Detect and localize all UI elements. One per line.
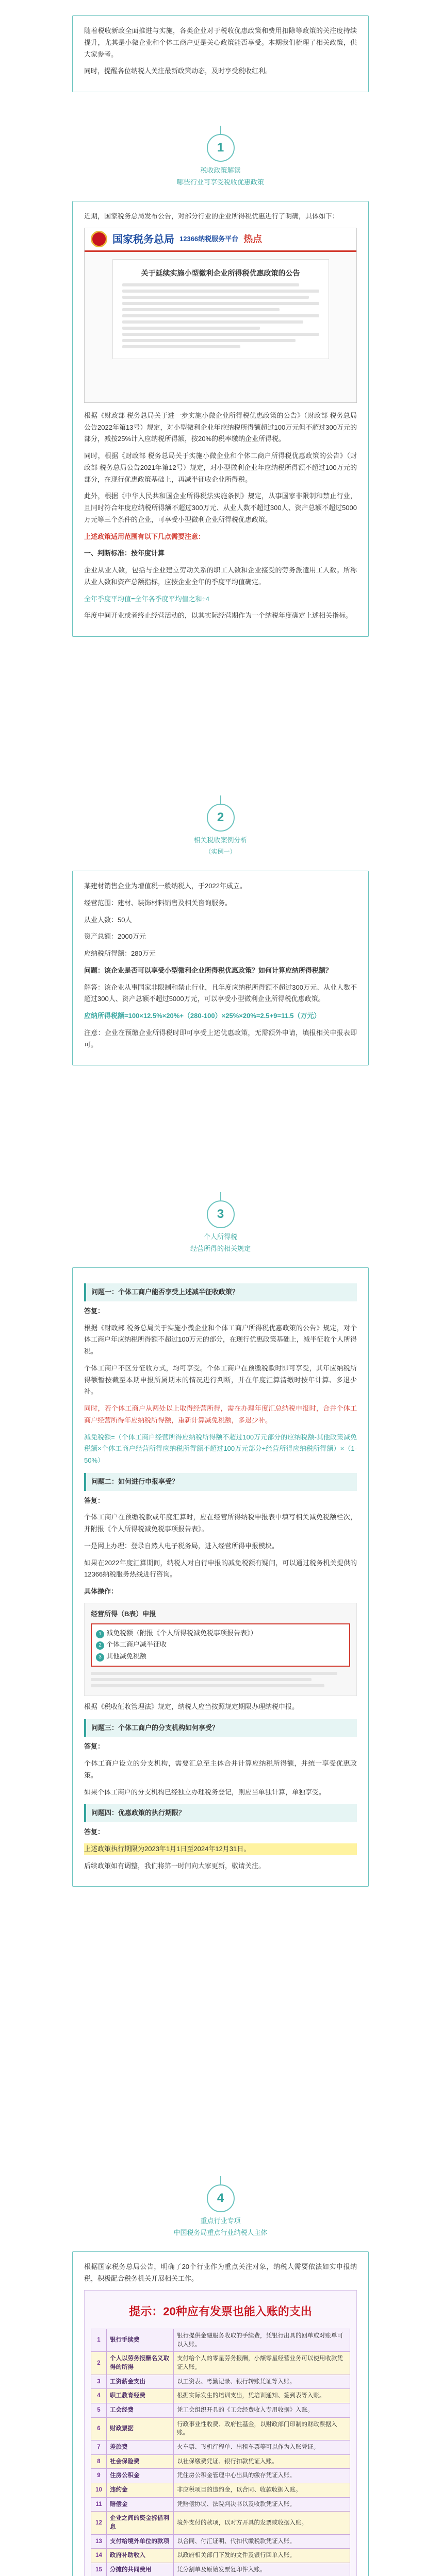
screenshot-tax-site (84, 228, 357, 403)
highlight-heading: 上述政策适用范围有以下几点需要注意： (84, 532, 205, 540)
table-cell-no: 8 (91, 2454, 107, 2469)
section-header (72, 2184, 369, 2239)
section-subtitle: 哪些行业可享受税收优惠政策 (176, 178, 264, 186)
formula: 全年季度平均值=全年各季度平均值之和÷4 (84, 595, 209, 603)
table-row (91, 2512, 350, 2534)
table-cell-name: 支付给境外单位的款项 (107, 2534, 174, 2549)
case-line: 资产总额：2000万元 (84, 933, 146, 941)
table-row (91, 2352, 350, 2375)
form-title: 经营所得（B表）申报 (91, 1609, 156, 1618)
table-cell-desc: 凭工会组织开具的《工会经费收入专用收据》入账。 (174, 2403, 350, 2418)
table-cell-desc: 凭住房公积金管理中心出具的缴存凭证入账。 (174, 2469, 350, 2483)
formula: 减免税额=（个体工商户经营所得应纳税所得额不超过100万元部分的应纳税额-其他政策减免税额×个体工商户经营所得应纳税所得额不超过100万元部分÷经营所得应纳税所得额）×（1-50%） (84, 1433, 357, 1464)
table-cell-no: 4 (91, 2389, 107, 2403)
highlight-paragraph: 同时，若个体工商户从两处以上取得经营所得，需在办理年度汇总纳税申报时，合并个体工商户经营所得年应纳税所得额，重新计算减免税额，多退少补。 (84, 1404, 357, 1424)
section-title: 重点行业专项 (200, 2217, 241, 2225)
table-cell-name: 政府补助收入 (107, 2549, 174, 2563)
section-header (72, 134, 369, 189)
table-cell-no: 13 (91, 2534, 107, 2549)
document-title: 关于延续实施小型微利企业所得税优惠政策的公告 (141, 268, 300, 277)
national-emblem-icon (91, 231, 107, 247)
table-row (91, 2441, 350, 2455)
table-cell-desc: 支付给个人的零星劳务报酬，小额零星经营业务可以使用收款凭证入账。 (174, 2352, 350, 2375)
paragraph: 年度中间开业或者终止经营活动的，以其实际经营期作为一个纳税年度确定上述相关指标。 (84, 612, 353, 620)
paragraph: 后续政策如有调整，我们将第一时间向大家更新，敬请关注。 (84, 1861, 266, 1870)
intro-paragraph: 随着税收新政全面推进与实施，各类企业对于税收优惠政策和费用扣除等政策的关注度持续提升，尤其是小微企业和个体工商户更是关心政策能否享受。本期我们梳理了相关政策，供大家参考。 (84, 27, 357, 58)
table-cell-no: 12 (91, 2512, 107, 2534)
table-cell-name: 职工教育经费 (107, 2389, 174, 2403)
table-row (91, 2375, 350, 2389)
table-cell-name: 财政票据 (107, 2417, 174, 2440)
table-cell-no: 6 (91, 2417, 107, 2440)
question-bar: 问题三：个体工商户的分支机构如何享受？ (84, 1719, 357, 1737)
number-icon: 2 (96, 1641, 104, 1650)
table-cell-no: 15 (91, 2563, 107, 2576)
paragraph: 个体工商户不区分征收方式，均可享受。个体工商户在预缴税款时即可享受，其年应纳税所得额暂按截至本期申报所属期末的情况进行判断，并在年度汇算清缴时按年计算、多退少补。 (84, 1364, 357, 1396)
subheading: 具体操作： (84, 1587, 118, 1595)
tax-site-banner (85, 228, 356, 252)
paragraph: 如果个体工商户的分支机构已经独立办理税务登记，则应当单独计算，单独享受。 (84, 1788, 326, 1796)
paragraph: 一是网上办理：登录自然人电子税务局，进入经营所得申报模块。 (84, 1541, 279, 1550)
answer-label: 答复： (84, 1307, 105, 1315)
table-cell-desc: 凭分割单及原始发票复印件入账。 (174, 2563, 350, 2576)
question-bar: 问题四：优惠政策的执行期限？ (84, 1804, 357, 1822)
section-card (72, 1267, 369, 1887)
section-title: 相关税收案例分析 (193, 836, 248, 844)
screenshot-declaration-form (84, 1603, 357, 1696)
table-cell-desc: 凭赔偿协议、法院判决书以及收款凭证入账。 (174, 2497, 350, 2512)
paragraph: 根据《财政部 税务总局关于实施小微企业和个体工商户所得税优惠政策的公告》规定，对个体工商户年应纳税所得额不超过100万元的部分，在现行优惠政策基础上，减半征收个人所得税。 (84, 1324, 357, 1355)
case-line: 某建材销售企业为增值税一般纳税人，于2022年成立。 (84, 882, 247, 890)
section-number: 3 (207, 1200, 235, 1228)
question-bar: 问题一：个体工商户能否享受上述减半征收政策？ (84, 1283, 357, 1301)
table-cell-desc: 行政事业性收费、政府性基金，以财政部门印制的财政票据入账。 (174, 2417, 350, 2440)
table-row (91, 2454, 350, 2469)
paragraph: 如果在2022年度汇算期间，纳税人对自行申报的减免税额有疑问，可以通过税务机关提供的12366纳税服务热线进行咨询。 (84, 1558, 357, 1579)
table-cell-desc: 以社保缴费凭证、银行扣款凭证入账。 (174, 2454, 350, 2469)
section-number: 2 (207, 804, 235, 832)
question-bar: 问题二：如何进行申报享受？ (84, 1473, 357, 1491)
table-row (91, 2563, 350, 2576)
table-cell-name: 企业之间的资金拆借利息 (107, 2512, 174, 2534)
case-line: 应纳税所得额：280万元 (84, 950, 156, 957)
paragraph: 近期，国家税务总局发布公告，对部分行业的企业所得税优惠进行了明确，具体如下： (84, 212, 339, 220)
table-cell-name: 工会经费 (107, 2403, 174, 2418)
table-cell-desc: 根据实际发生的培训支出，凭培训通知、签到表等入账。 (174, 2389, 350, 2403)
section-subtitle: 经营所得的相关规定 (190, 1244, 251, 1252)
table-cell-desc: 以工资表、考勤记录、银行转账凭证等入账。 (174, 2375, 350, 2389)
table-cell-no: 3 (91, 2375, 107, 2389)
table-cell-name: 赔偿金 (107, 2497, 174, 2512)
table-cell-no: 1 (91, 2329, 107, 2352)
paragraph: 同时，根据《财政部 税务总局关于实施小微企业和个体工商户所得税优惠政策的公告》（财政部 税务总局公告2021年第12号）规定，对小型微利企业年应纳税所得额不超过100万元的部分，在现行优惠政策基础上，再减半征收企业所得税。 (84, 452, 357, 483)
answer-label: 答复： (84, 1496, 105, 1504)
table-row (91, 2534, 350, 2549)
table-cell-no: 5 (91, 2403, 107, 2418)
paragraph: 根据《财政部 税务总局关于进一步实施小微企业所得税优惠政策的公告》（财政部 税务总局公告2022年第13号）规定，对小型微利企业年应纳税所得额超过100万元但不超过300万元的部分，减按25%计入应纳税所得额，按20%的税率缴纳企业所得税。 (84, 411, 357, 443)
case-line: 从业人数：50人 (84, 916, 132, 924)
tax-site-title: 国家税务总局 (112, 232, 174, 245)
tax-site-hot: 热点 (243, 233, 263, 244)
list-title: 提示：20种应有发票也能入账的支出 (129, 2304, 312, 2318)
intro-paragraph: 同时，提醒各位纳税人关注最新政策动态，及时享受税收红利。 (84, 67, 272, 75)
section-subtitle: （实例一） (205, 848, 236, 855)
paragraph: 注意：企业在预缴企业所得税时即可享受上述优惠政策，无需额外申请，填报相关申报表即可。 (84, 1028, 357, 1048)
section-card (72, 201, 369, 637)
case-line: 经营范围：建材、装饰材料销售及相关咨询服务。 (84, 899, 232, 907)
section-card (72, 2251, 369, 2576)
table-cell-desc: 银行提供金融服务收取的手续费，凭银行出具的回单或对账单可以入账。 (174, 2329, 350, 2352)
tax-site-subtitle: 12366纳税服务平台 (179, 234, 239, 243)
paragraph: 个体工商户在预缴税款或年度汇算时，应在经营所得纳税申报表中填写相关减免税额栏次，并附报《个人所得税减免税事项报告表》。 (84, 1513, 357, 1533)
table-cell-name: 社会保险费 (107, 2454, 174, 2469)
table-cell-name: 住房公积金 (107, 2469, 174, 2483)
table-row (91, 2483, 350, 2498)
table-cell-no: 7 (91, 2441, 107, 2455)
section-title: 个人所得税 (203, 1233, 237, 1241)
paragraph: 企业从业人数，包括与企业建立劳动关系的职工人数和企业接受的劳务派遣用工人数。所称从业人数和资产总额指标，应按企业全年的季度平均值确定。 (84, 566, 357, 586)
subheading: 一、判断标准：按年度计算 (84, 549, 165, 557)
formula: 应纳所得税额=100×12.5%×20%+（280-100）×25%×20%=2.5+9=11.5（万元） (84, 1012, 321, 1020)
paragraph: 根据《税收征收管理法》规定，纳税人应当按照规定期限办理纳税申报。 (84, 1702, 299, 1710)
table-cell-no: 2 (91, 2352, 107, 2375)
table-cell-name: 工资薪金支出 (107, 2375, 174, 2389)
table-cell-name: 个人以劳务报酬名义取得的所得 (107, 2352, 174, 2375)
table-row (91, 2549, 350, 2563)
table-row (91, 2497, 350, 2512)
table-row (91, 2469, 350, 2483)
table-cell-no: 10 (91, 2483, 107, 2498)
form-item: 3 其他减免税额 (96, 1651, 345, 1663)
answer-label: 答复： (84, 1828, 105, 1836)
section-card (72, 871, 369, 1065)
expense-table (91, 2329, 350, 2576)
section-subtitle: 中国税务局重点行业纳税人主体 (173, 2228, 268, 2236)
table-cell-desc: 非应税项目的违约金，以合同、收款收据入账。 (174, 2483, 350, 2498)
table-row (91, 2403, 350, 2418)
table-cell-no: 14 (91, 2549, 107, 2563)
section-title: 税收政策解读 (200, 166, 241, 174)
table-row (91, 2389, 350, 2403)
paragraph: 个体工商户设立的分支机构，需要汇总至主体合并计算应纳税所得额，并统一享受优惠政策。 (84, 1759, 357, 1779)
number-icon: 3 (96, 1653, 104, 1662)
table-cell-name: 银行手续费 (107, 2329, 174, 2352)
question: 问题：该企业是否可以享受小型微利企业所得税优惠政策？如何计算应纳所得税额？ (84, 966, 333, 974)
number-icon: 1 (96, 1630, 104, 1638)
table-row (91, 2329, 350, 2352)
form-item: 1 减免税额（附报《个人所得税减免税事项报告表》） (96, 1628, 345, 1639)
paragraph: 解答：该企业从事国家非限制和禁止行业，且年度应纳税所得额不超过300万元、从业人数不超过300人、资产总额不超过5000万元，可以享受小型微利企业所得税优惠政策。 (84, 983, 357, 1003)
table-cell-desc: 境外支付的款项，以对方开具的发票或收据入账。 (174, 2512, 350, 2534)
form-item: 2 个体工商户减半征收 (96, 1639, 345, 1651)
table-cell-name: 违约金 (107, 2483, 174, 2498)
paragraph: 此外，根据《中华人民共和国企业所得税法实施条例》规定，从事国家非限制和禁止行业，且同时符合年度应纳税所得额不超过300万元、从业人数不超过300人、资产总额不超过5000万元等三个条件的企业，可享受小型微利企业所得税优惠政策。 (84, 492, 357, 523)
section-number: 4 (207, 2184, 235, 2212)
table-cell-desc: 以合同、付汇证明、代扣代缴税款凭证入账。 (174, 2534, 350, 2549)
section-header (72, 804, 369, 857)
section-header (72, 1200, 369, 1255)
paragraph: 根据国家税务总局公告，明确了20个行业作为重点关注对象，纳税人需要依法如实申报纳税，积极配合税务机关开展相关工作。 (84, 2263, 357, 2282)
paragraph: 上述政策执行期限为2023年1月1日至2024年12月31日。 (84, 1843, 357, 1855)
table-cell-no: 11 (91, 2497, 107, 2512)
answer-label: 答复： (84, 1742, 105, 1751)
policy-document (112, 259, 329, 360)
expense-list-card (84, 2290, 357, 2576)
table-cell-desc: 以政府相关部门下发的文件及银行回单入账。 (174, 2549, 350, 2563)
table-cell-name: 差旅费 (107, 2441, 174, 2455)
table-cell-no: 9 (91, 2469, 107, 2483)
table-cell-name: 分摊的共同费用 (107, 2563, 174, 2576)
table-cell-desc: 火车票、飞机行程单、出租车票等可以作为入账凭证。 (174, 2441, 350, 2455)
section-number: 1 (207, 134, 235, 162)
table-row (91, 2417, 350, 2440)
intro-card (72, 15, 369, 92)
